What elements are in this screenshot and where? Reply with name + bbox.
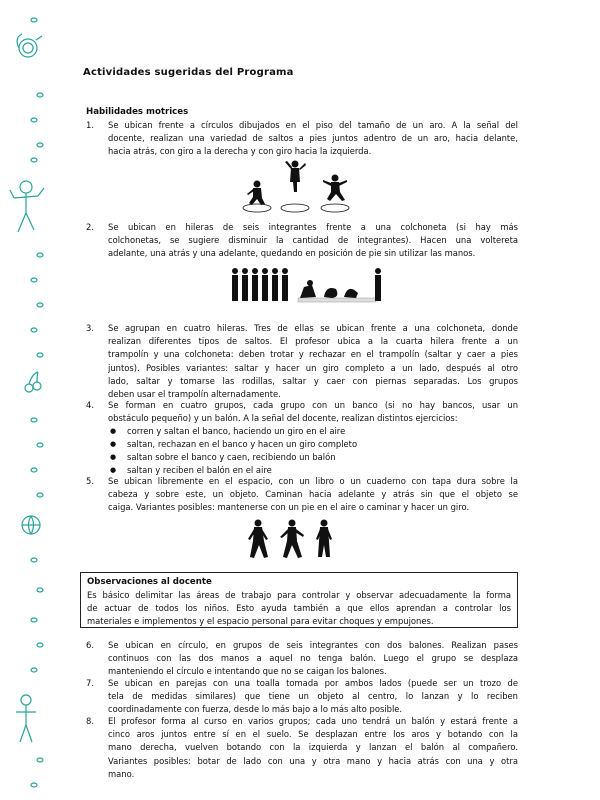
margin-dot-icon [37, 443, 43, 447]
decorative-margin [0, 0, 60, 800]
cherries-icon [25, 372, 41, 392]
spiral-doodle-icon [17, 34, 42, 57]
queue-kid-head [242, 268, 248, 274]
margin-dot-icon [31, 783, 37, 787]
margin-dot-icon [37, 143, 43, 147]
bullet-item: ● saltan, rechazan en el banco y hacen un giro completo [110, 438, 510, 451]
margin-dot-icon [31, 418, 37, 422]
item-line: hacia atrás, con giro a la derecha y con giro hacia la izquierda. [108, 146, 372, 157]
item-number: 5. [86, 476, 94, 486]
margin-dot-icon [31, 618, 37, 622]
exercise-bullet-list [110, 425, 510, 477]
page-title: Actividades sugeridas del Programa [83, 67, 294, 78]
margin-dot-icon [37, 93, 43, 97]
queue-kid-head [232, 268, 238, 274]
queue-kid-head [272, 268, 278, 274]
queue-kid-body [232, 275, 238, 301]
item-line: cinco aros juntos entre sí en el suelo. Se desplazan entre los aros y botando con la [108, 729, 518, 740]
ball-icon [22, 516, 40, 534]
observations-title: Observaciones al docente [87, 577, 212, 587]
margin-dot-icon [37, 303, 43, 307]
queue-kid-head [282, 268, 288, 274]
queue-kid-head [252, 268, 258, 274]
item-line: trampolín y una colchoneta: deben trotar y rechazar en el trampolín (saltar y caer a pies [108, 349, 518, 360]
margin-dot-icon [31, 668, 37, 672]
item-line: lado, saltar y tomarse las rodillas, saltar y caer con piernas separadas. Los grupos [108, 375, 518, 386]
jumping-figures-illustration [235, 158, 365, 216]
activity-item-2 [86, 221, 518, 261]
item-line: mano. [108, 768, 135, 779]
item-line: manteniendo el círculo e intentando que no se caigan los balones. [108, 666, 387, 677]
margin-dot-icon [37, 493, 43, 497]
queue-kid-body [262, 275, 268, 301]
queue-kid-body [252, 275, 258, 301]
margin-doodles [0, 0, 60, 800]
queue-kid-body [282, 275, 288, 301]
item-line: obstáculo pequeño) y un balón. A la señal del docente, realizan distintos ejercicios: [108, 413, 458, 424]
item-number: 4. [86, 400, 94, 410]
margin-dot-icon [31, 328, 37, 332]
activity-item-7 [86, 677, 518, 717]
observations-line: de actuar de todos los niños. Esto ayuda también a que ellos aprendan a controlar los [87, 603, 511, 613]
item-line: tela de medidas similares) que tiene un objeto al centro, lo lanzan y lo reciben [108, 691, 518, 702]
item-line: Se ubican en círculo, en grupos de seis integrantes con dos balones. Realizan pases [108, 640, 518, 650]
item-line: cabeza y sobre este, un objeto. Caminan hacia adelante y atrás sin que el objeto se [108, 489, 518, 500]
item-line: deben usar el trampolín alternadamente. [108, 389, 281, 400]
item-number: 2. [86, 222, 94, 232]
item-line: Se agrupan en cuatro hileras. Tres de ellas se ubican frente a una colchoneta, donde [108, 323, 518, 333]
bullet-item: ● saltan sobre el banco y caen, recibiendo un balón [110, 451, 510, 464]
margin-dot-icon [37, 588, 43, 592]
margin-dot-icon [37, 643, 43, 647]
item-line: Se ubican en parejas con una toalla tomada por ambos lados (puede ser un trozo de [108, 678, 518, 688]
activity-item-5 [86, 475, 518, 515]
section-title: Habilidades motrices [86, 107, 189, 117]
item-line: caiga. Variantes posibles: mantenerse con un pie en el aire o caminar y hacer un giro. [108, 502, 470, 513]
activity-item-1 [86, 119, 518, 159]
margin-dot-icon [31, 468, 37, 472]
bullet-item: ● saltan y reciben el balón en el aire [110, 464, 510, 477]
item-number: 6. [86, 640, 94, 650]
activity-item-3 [86, 322, 518, 401]
activity-item-4 [86, 399, 518, 425]
margin-dot-icon [37, 353, 43, 357]
queue-kid-body [242, 275, 248, 301]
item-line: El profesor forma al curso en varios grupos; cada uno tendrá un balón y estará frente a [108, 716, 518, 726]
kid-figure-icon [10, 181, 44, 232]
item-line: Se ubican libremente en el espacio, con un libro o un cuaderno con tapa dura sobre la [108, 476, 518, 486]
item-line: adelante, una atrás y una adelante, quedando en posición de pie sin utilizar las manos. [108, 248, 476, 259]
margin-dot-icon [31, 18, 37, 22]
teacher-observations-box [80, 572, 518, 628]
margin-dot-icon [31, 118, 37, 122]
margin-dot-icon [37, 253, 43, 257]
item-line: Se ubican en hileras de seis integrantes frente a una colchoneta (si hay más [108, 222, 518, 232]
item-line: Se forman en cuatro grupos, cada grupo con un banco (si no hay bancos, usar un [108, 400, 518, 410]
item-line: docente, realizan una variedad de saltos a pies juntos adentro de un aro, hacia delante, [108, 133, 518, 144]
item-number: 3. [86, 323, 94, 333]
item-number: 8. [86, 716, 94, 726]
item-line: colchonetas, se sugiere disminuir la cantidad de integrantes). Hacen una voltereta [108, 235, 518, 246]
forward-roll-sequence-illustration [228, 263, 388, 309]
kid-figure-2-icon [16, 695, 36, 742]
item-line: Se ubican frente a círculos dibujados en el piso del tamaño de un aro. A la señal del [108, 120, 518, 130]
item-line: juntos). Posibles variantes: saltar y hacer un giro completo a un lado, después al otro [108, 362, 518, 373]
item-line: realizan diferentes tipos de saltos. El profesor ubica a la cuarta hilera frente a un [108, 336, 518, 347]
queue-kid-head [262, 268, 268, 274]
item-line: continuos con las dos manos a aquel no tenga balón. Luego el grupo se desplaza [108, 653, 518, 664]
queue-kid-body [272, 275, 278, 301]
margin-dot-icon [31, 278, 37, 282]
bullet-item: ● corren y saltan el banco, haciendo un giro en el aire [110, 425, 510, 438]
item-number: 1. [86, 120, 94, 130]
balancing-walk-illustration [244, 517, 340, 563]
margin-dot-icon [37, 758, 43, 762]
item-line: Variantes posibles: botar de lado con una y otra mano y hacia atrás con una y otra [108, 755, 518, 766]
item-line: mano derecha, vuelven botando con la izquierda y lanzan el balón al compañero. [108, 742, 518, 753]
activity-item-6 [86, 639, 518, 679]
margin-dot-icon [31, 558, 37, 562]
observations-line: materiales e implementos y el espacio personal para evitar choques y empujones. [87, 616, 434, 626]
item-line: coordinadamente con fuerza, desde lo más bajo a lo más alto posible. [108, 704, 403, 715]
item-number: 7. [86, 678, 94, 688]
observations-line: Es básico delimitar las áreas de trabajo para controlar y observar adecuadamente la forma [87, 590, 511, 600]
margin-dot-icon [31, 158, 37, 162]
activity-item-8 [86, 715, 518, 781]
